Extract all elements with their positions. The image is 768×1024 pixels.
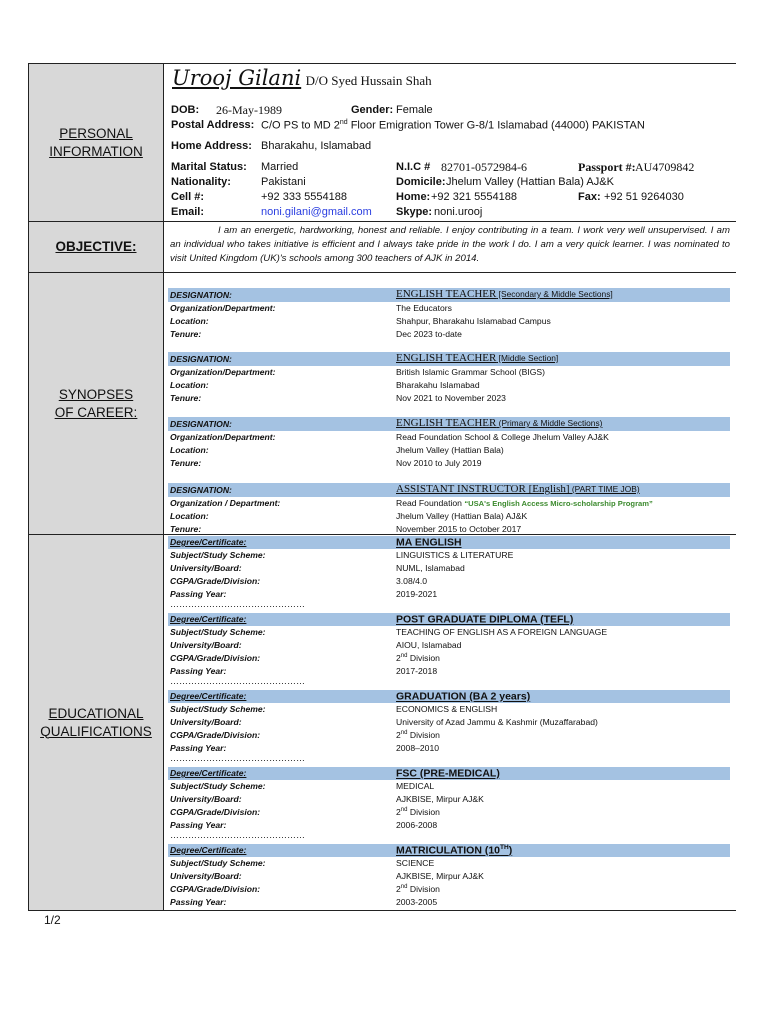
- cgpa-value: [396, 884, 440, 894]
- degree-text: ): [508, 844, 513, 857]
- cgpa-label: CGPA/Grade/Division:: [170, 807, 261, 817]
- organization-label: Organization/Department:: [170, 303, 276, 313]
- job-title-main: ENGLISH TEACHER: [396, 288, 497, 300]
- career-content: [164, 273, 736, 534]
- job-title: [396, 483, 640, 495]
- designation-label: DESIGNATION:: [170, 485, 232, 495]
- resume-page: [28, 63, 736, 911]
- marital-value: Married: [261, 161, 299, 173]
- designation-label: DESIGNATION:: [170, 354, 232, 364]
- cgpa-text: Division: [407, 653, 440, 663]
- cgpa-label: CGPA/Grade/Division:: [170, 730, 261, 740]
- university-label: University/Board:: [170, 717, 242, 727]
- fax-label: Fax:: [578, 191, 601, 203]
- degree-text: MA ENGLISH: [396, 536, 462, 549]
- organization-label: Organization/Department:: [170, 432, 276, 442]
- passing-year-label: Passing Year:: [170, 820, 227, 830]
- organization-value: [396, 498, 653, 508]
- university-value: AJKBISE, Mirpur AJ&K: [396, 794, 484, 804]
- cgpa-text: 2: [396, 653, 401, 663]
- cgpa-text: Division: [407, 730, 440, 740]
- location-value: Shahpur, Bharakahu Islamabad Campus: [396, 316, 551, 326]
- tenure-label: Tenure:: [170, 329, 202, 339]
- degree-text: FSC (PRE-MEDICAL): [396, 767, 500, 780]
- section-label-line: OBJECTIVE:: [55, 239, 137, 254]
- section-label-objective: [28, 222, 164, 272]
- degree-text: GRADUATION (BA 2 years): [396, 690, 531, 703]
- cgpa-label: CGPA/Grade/Division:: [170, 884, 261, 894]
- subject-value: MEDICAL: [396, 781, 435, 791]
- section-label-personal: [28, 64, 164, 221]
- objective-text: I am an energetic, hardworking, honest and reliable. I enjoy contributing in a team. I work very well unsupervised. I am an individual who takes initiative is efficient and I always take pride in the work I do. I am a very quick learner. I was nominated to visit United Kingdom (UK)'s schools among 300 teachers of AJK in 2014.: [170, 225, 730, 264]
- job-title-sub: (Primary & Middle Sections): [496, 418, 603, 428]
- degree-label: Degree/Certificate:: [170, 845, 247, 855]
- cgpa-value: [396, 576, 427, 586]
- tenure-label: Tenure:: [170, 393, 202, 403]
- home-address-value: Bharakahu, Islamabad: [261, 140, 372, 152]
- passing-year-value: 2008–2010: [396, 743, 440, 753]
- degree-label: Degree/Certificate:: [170, 614, 247, 624]
- cgpa-text: Division: [407, 884, 440, 894]
- degree-text: MATRICULATION (10: [396, 844, 501, 857]
- location-label: Location:: [170, 445, 209, 455]
- gender-label: Gender:: [351, 104, 394, 116]
- passing-year-value: 2019-2021: [396, 589, 438, 599]
- job-title-main: ENGLISH TEACHER: [396, 352, 497, 364]
- job-title-main: ENGLISH TEACHER: [396, 417, 497, 429]
- location-label: Location:: [170, 316, 209, 326]
- location-value: Bharakahu Islamabad: [396, 380, 480, 390]
- separator-dots: ………………………………………: [170, 599, 305, 609]
- subject-label: Subject/Study Scheme:: [170, 627, 266, 637]
- passing-year-label: Passing Year:: [170, 666, 227, 676]
- location-label: Location:: [170, 511, 209, 521]
- postal-part: C/O PS to MD 2: [261, 119, 340, 132]
- organization-value: [396, 432, 609, 442]
- university-label: University/Board:: [170, 563, 242, 573]
- cgpa-value: [396, 653, 440, 663]
- marital-label: Marital Status:: [171, 161, 247, 173]
- location-label: Location:: [170, 380, 209, 390]
- university-label: University/Board:: [170, 640, 242, 650]
- nationality-value: Pakistani: [261, 176, 306, 188]
- passing-year-value: 2006-2008: [396, 820, 438, 830]
- cgpa-sup: nd: [400, 807, 408, 814]
- separator-dots: ………………………………………: [170, 753, 305, 763]
- job-title: [396, 288, 613, 300]
- dob-label: DOB:: [171, 104, 200, 116]
- degree-value: [396, 613, 573, 626]
- cgpa-text: Division: [407, 807, 440, 817]
- university-value: NUML, Islamabad: [396, 563, 465, 573]
- organization-name: Read Foundation School & College Jhelum Valley AJ&K: [396, 432, 609, 442]
- fax-value: +92 51 9264030: [604, 191, 684, 203]
- home-phone-value: +92 321 5554188: [431, 191, 517, 203]
- subject-value: ECONOMICS & ENGLISH: [396, 704, 498, 714]
- passing-year-label: Passing Year:: [170, 897, 227, 907]
- email-label: Email:: [171, 206, 205, 218]
- cgpa-sup: nd: [400, 730, 408, 737]
- subject-label: Subject/Study Scheme:: [170, 704, 266, 714]
- degree-value: [396, 844, 512, 857]
- degree-text: POST GRADUATE DIPLOMA (TEFL): [396, 613, 574, 626]
- passing-year-label: Passing Year:: [170, 589, 227, 599]
- job-title: [396, 417, 602, 429]
- section-label-education: [28, 535, 164, 910]
- tenure-value: Nov 2010 to July 2019: [396, 458, 482, 468]
- section-label-line: PERSONAL: [59, 125, 133, 141]
- job-title-main: ASSISTANT INSTRUCTOR [English]: [396, 483, 570, 495]
- university-value: University of Azad Jammu & Kashmir (Muzaffarabad): [396, 717, 598, 727]
- section-label-line: EDUCATIONAL: [48, 705, 144, 721]
- section-label-line: OF CAREER:: [54, 404, 138, 420]
- tenure-label: Tenure:: [170, 524, 202, 534]
- degree-value: [396, 536, 462, 549]
- degree-label: Degree/Certificate:: [170, 537, 247, 547]
- section-label-line: SYNOPSES: [58, 386, 134, 402]
- passing-year-label: Passing Year:: [170, 743, 227, 753]
- cgpa-label: CGPA/Grade/Division:: [170, 576, 261, 586]
- personal-info-content: [164, 64, 736, 221]
- email-link[interactable]: noni.gilani@gmail.com: [261, 206, 372, 218]
- job-title-sub: (PART TIME JOB): [569, 484, 640, 494]
- career-row: [28, 272, 736, 534]
- organization-value: [396, 303, 452, 313]
- degree-label: Degree/Certificate:: [170, 691, 247, 701]
- tenure-value: Dec 2023 to-date: [396, 329, 462, 339]
- university-value: AIOU, Islamabad: [396, 640, 462, 650]
- separator-dots: ………………………………………: [170, 830, 305, 840]
- designation-label: DESIGNATION:: [170, 290, 232, 300]
- person-name: Urooj Gilani: [172, 66, 302, 90]
- personal-info-row: [28, 63, 736, 221]
- degree-sup: TH: [500, 844, 509, 851]
- parent-name: D/O Syed Hussain Shah: [305, 73, 432, 88]
- cgpa-sup: nd: [400, 653, 408, 660]
- passport-value: AU4709842: [635, 160, 695, 174]
- organization-label: Organization/Department:: [170, 367, 276, 377]
- cgpa-value: [396, 807, 440, 817]
- tenure-label: Tenure:: [170, 458, 202, 468]
- subject-label: Subject/Study Scheme:: [170, 858, 266, 868]
- cgpa-text: 2: [396, 730, 401, 740]
- subject-value: TEACHING OF ENGLISH AS A FOREIGN LANGUAGE: [396, 627, 608, 637]
- dob-value: 26-May-1989: [216, 103, 282, 117]
- postal-label: Postal Address:: [171, 119, 255, 131]
- passing-year-value: 2017-2018: [396, 666, 438, 676]
- passport-label: Passport #:: [578, 160, 636, 174]
- degree-value: [396, 767, 500, 780]
- domicile-value: Jhelum Valley (Hattian Bala) AJ&K: [446, 176, 614, 188]
- cgpa-sup: nd: [400, 884, 408, 891]
- subject-value: SCIENCE: [396, 858, 435, 868]
- university-label: University/Board:: [170, 871, 242, 881]
- location-value: Jhelum Valley (Hattian Bala): [396, 445, 504, 455]
- name-line: [172, 66, 432, 90]
- section-label-career: [28, 273, 164, 534]
- organization-name: The Educators: [396, 303, 452, 313]
- job-title-sub: [Middle Section]: [496, 353, 559, 363]
- education-row: [28, 534, 736, 911]
- job-title: [396, 352, 558, 364]
- cgpa-value: [396, 730, 440, 740]
- organization-program: “USA's English Access Micro-scholarship Program”: [464, 499, 653, 508]
- objective-row: [28, 221, 736, 272]
- university-label: University/Board:: [170, 794, 242, 804]
- organization-name: Read Foundation: [396, 498, 465, 508]
- postal-value: [261, 119, 645, 132]
- nic-label: N.I.C #: [396, 161, 431, 173]
- location-value: Jhelum Valley (Hattian Bala) AJ&K: [396, 511, 528, 521]
- postal-sup: nd: [339, 119, 348, 126]
- domicile-label: Domicile:: [396, 176, 446, 188]
- section-label-line: QUALIFICATIONS: [40, 723, 152, 739]
- gender-value: Female: [396, 104, 433, 116]
- education-content: [164, 535, 736, 910]
- tenure-value: November 2015 to October 2017: [396, 524, 522, 534]
- university-value: AJKBISE, Mirpur AJ&K: [396, 871, 484, 881]
- skype-value: noni.urooj: [434, 206, 483, 218]
- subject-label: Subject/Study Scheme:: [170, 550, 266, 560]
- nationality-label: Nationality:: [171, 176, 231, 188]
- job-title-sub: [Secondary & Middle Sections]: [496, 289, 613, 299]
- section-label-line: INFORMATION: [49, 143, 143, 159]
- subject-label: Subject/Study Scheme:: [170, 781, 266, 791]
- postal-part: Floor Emigration Tower G-8/1 Islamabad (44000) PAKISTAN: [347, 119, 645, 132]
- objective-content: [164, 222, 736, 272]
- organization-value: [396, 367, 545, 377]
- degree-value: [396, 690, 530, 703]
- tenure-value: Nov 2021 to November 2023: [396, 393, 506, 403]
- cgpa-text: 2: [396, 807, 401, 817]
- organization-name: British Islamic Grammar School (BIGS): [396, 367, 545, 377]
- organization-label: Organization / Department:: [170, 498, 281, 508]
- cell-value: +92 333 5554188: [261, 191, 347, 203]
- home-address-label: Home Address:: [171, 140, 252, 152]
- separator-dots: ………………………………………: [170, 676, 305, 686]
- skype-label: Skype:: [396, 206, 433, 218]
- nic-value: 82701-0572984-6: [441, 160, 527, 174]
- cgpa-label: CGPA/Grade/Division:: [170, 653, 261, 663]
- subject-value: LINGUISTICS & LITERATURE: [396, 550, 514, 560]
- cgpa-text: 2: [396, 884, 401, 894]
- degree-label: Degree/Certificate:: [170, 768, 247, 778]
- passing-year-value: 2003-2005: [396, 897, 438, 907]
- home-phone-label: Home:: [396, 191, 431, 203]
- cgpa-text: 3.08/4.0: [396, 576, 428, 586]
- page-number: 1/2: [44, 913, 61, 927]
- cell-label: Cell #:: [171, 191, 205, 203]
- designation-label: DESIGNATION:: [170, 419, 232, 429]
